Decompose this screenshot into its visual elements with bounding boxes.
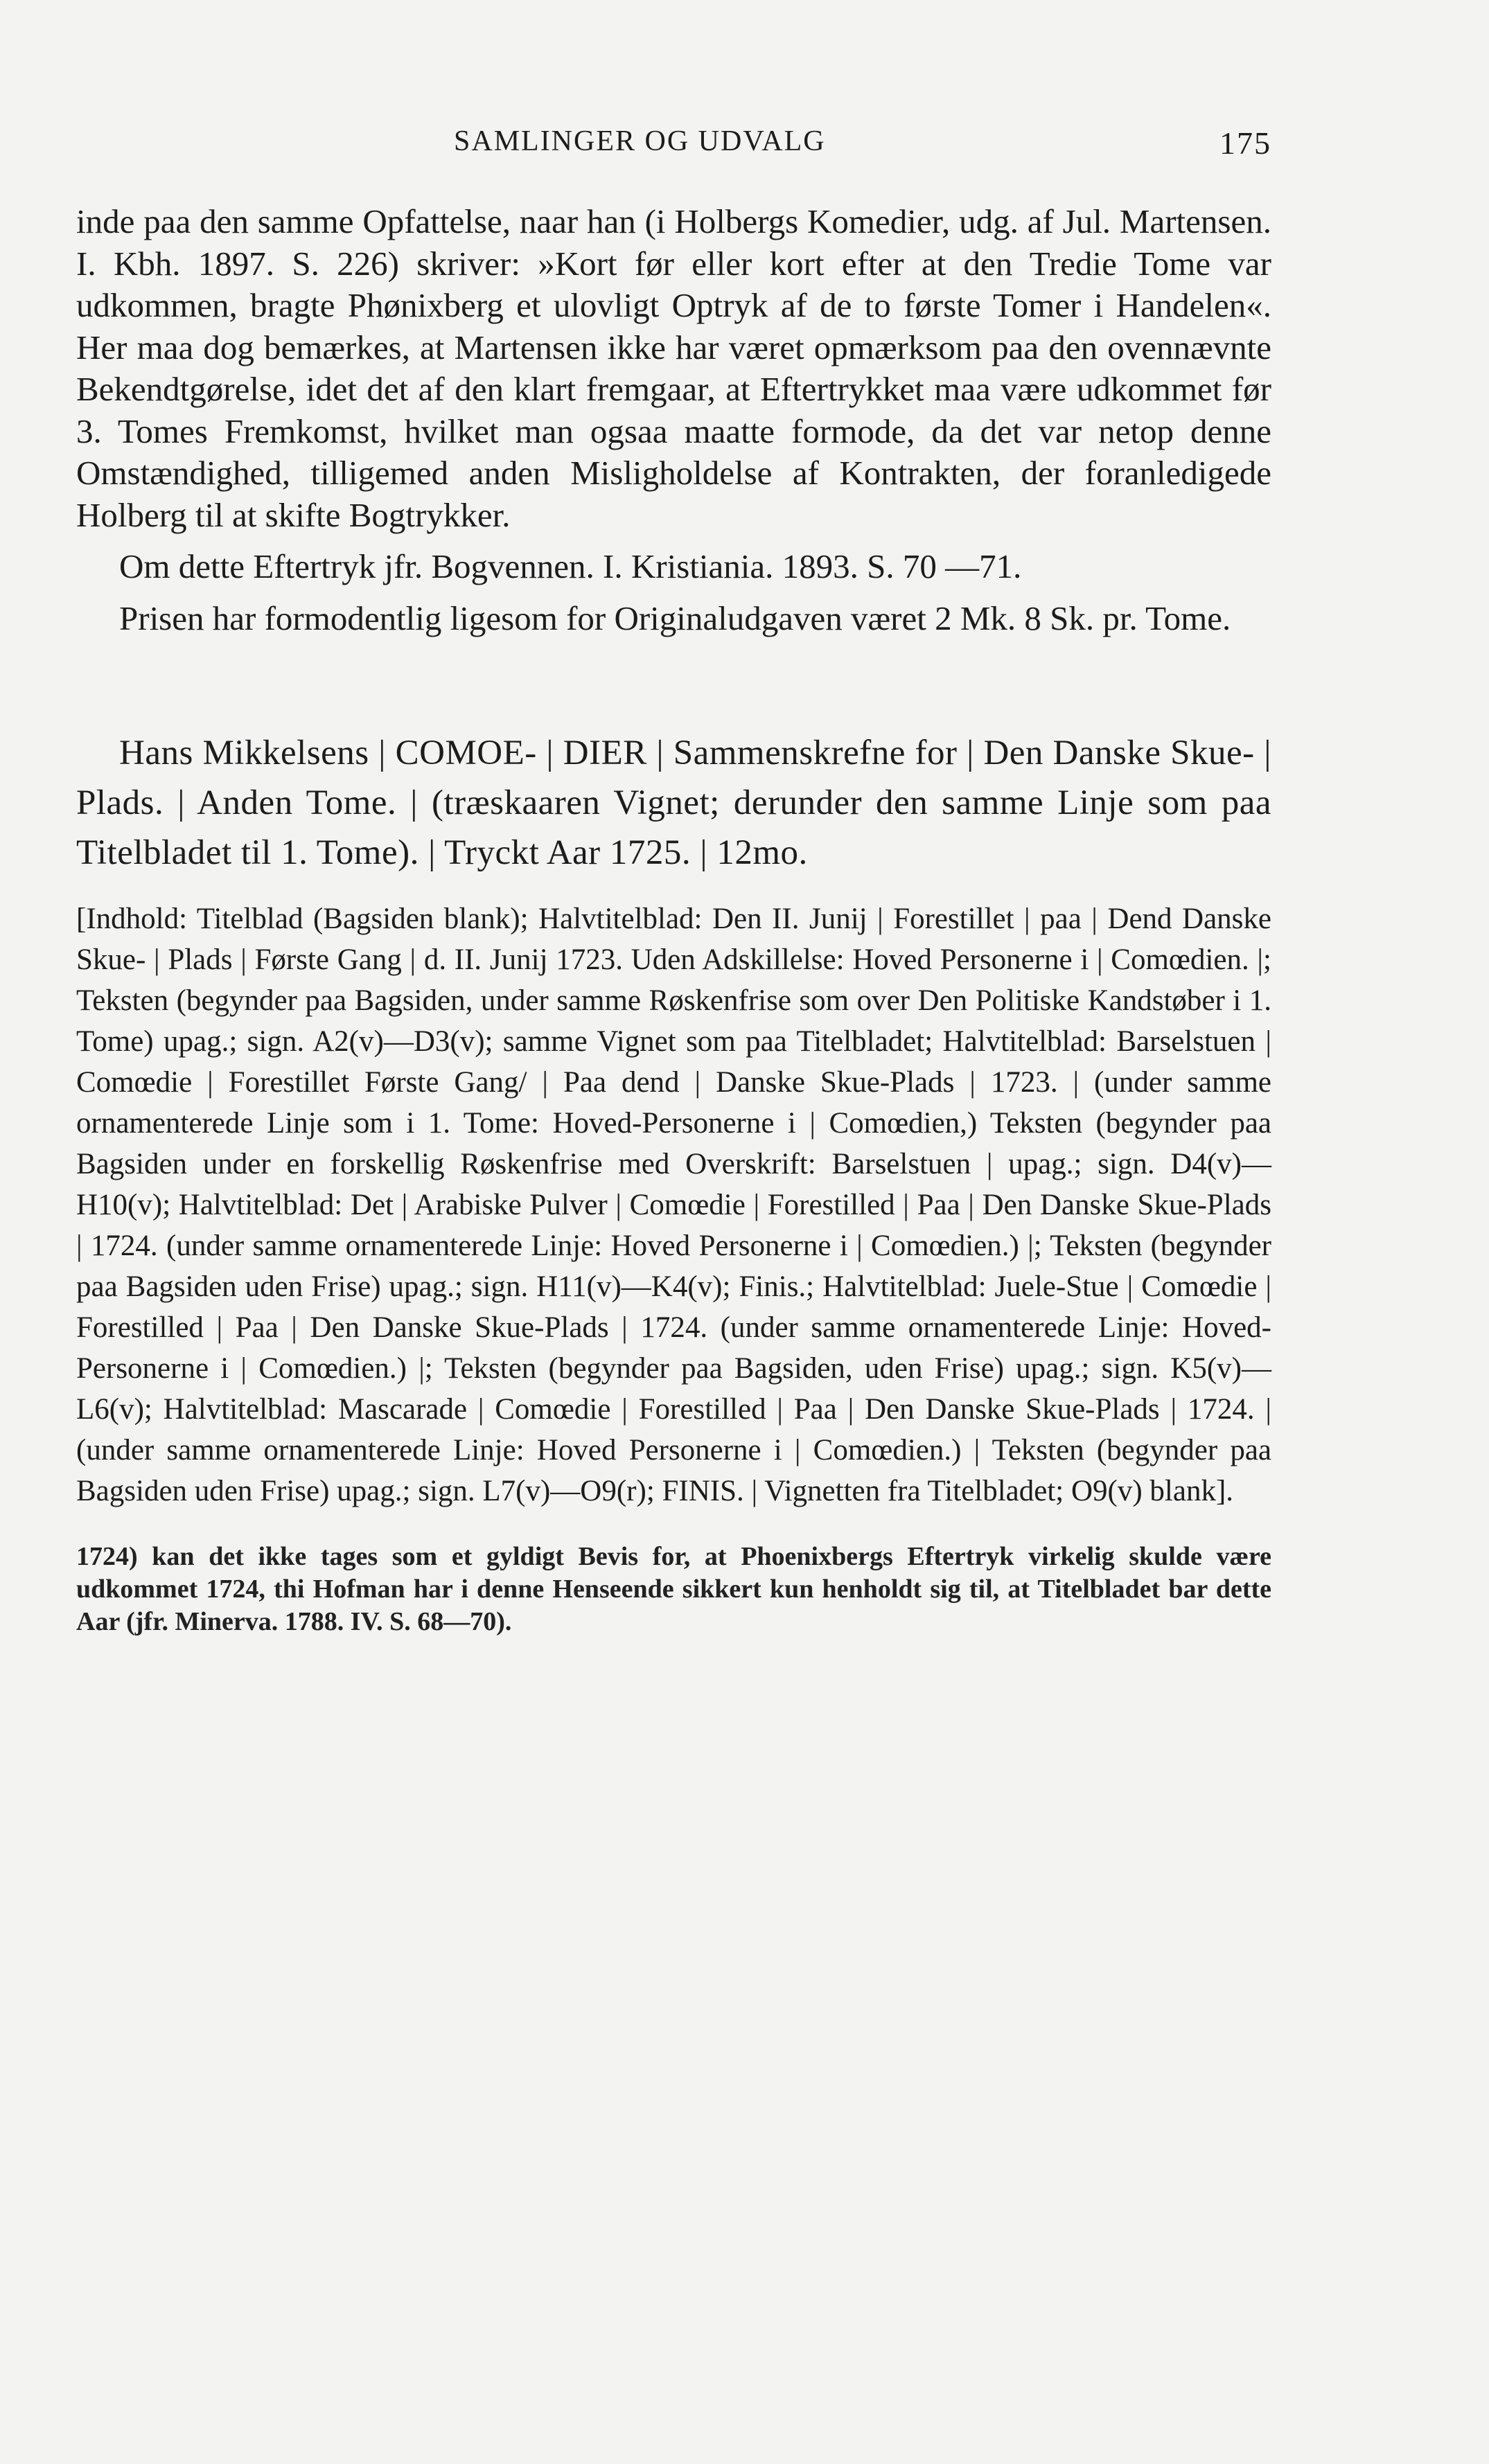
running-title: SAMLINGER OG UDVALG	[454, 125, 826, 157]
paragraph-3: Prisen har formodentlig ligesom for Originaludgaven været 2 Mk. 8 Sk. pr. Tome.	[119, 599, 1231, 637]
paragraph-2: Om dette Eftertryk jfr. Bogvennen. I. Kristiania. 1893. S. 70 —71.	[119, 547, 1022, 585]
footnote: 1724) kan det ikke tages som et gyldigt Bevis for, at Phoenixbergs Eftertryk virkelig skulde være udkommet 1724, thi Hofman har i denne Henseende sikkert kun henholdt sig til, at Titelbladet bar dette Aar (jfr. Minerva. 1788. IV. S. 68—70).	[76, 1542, 1271, 1636]
bibliographic-contents: [Indhold: Titelblad (Bagsiden blank); Halvtitelblad: Den II. Junij | Forestillet | paa | Dend Danske Skue- | Plads | Første Gang | d. II. Junij 1723. Uden Adskillelse: Hoved Personerne i | Comœdien. |; Teksten (begynder paa Bagsiden, under samme Røskenfrise som over Den Politiske Kandstøber i 1. Tome) upag.; sign. A2(v)—D3(v); samme Vignet som paa Titelbladet; Halvtitelblad: Barselstuen | Comœdie | Forestillet Første Gang/ | Paa dend | Danske Skue-Plads | 1723. | (under samme ornamenterede Linje som i 1. Tome: Hoved-Personerne i | Comœdien,) Teksten (begynder paa Bagsiden under en forskellig Røskenfrise med Overskrift: Barselstuen | upag.; sign. D4(v)—H10(v); Halvtitelblad: Det | Arabiske Pulver | Comœdie | Forestilled | Paa | Den Danske Skue-Plads | 1724. (under samme ornamenterede Linje: Hoved Personerne i | Comœdien.) |; Teksten (begynder paa Bagsiden uden Frise) upag.; sign. H11(v)—K4(v); Finis.; Halvtitelblad: Juele-Stue | Comœdie | Forestilled | Paa | Den Danske Skue-Plads | 1724. (under samme ornamenterede Linje: Hoved-Personerne i | Comœdien.) |; Teksten (begynder paa Bagsiden, uden Frise) upag.; sign. K5(v)—L6(v); Halvtitelblad: Mascarade | Comœdie | Forestilled | Paa | Den Danske Skue-Plads | 1724. | (under samme ornamenterede Linje: Hoved Personerne i | Comœdien.) | Teksten (begynder paa Bagsiden uden Frise) upag.; sign. L7(v)—O9(r); FINIS. | Vignetten fra Titelbladet; O9(v) blank].	[76, 903, 1271, 1507]
paragraph-1: inde paa den samme Opfattelse, naar han (i Holbergs Komedier, udg. af Jul. Martensen. I. Kbh. 1897. S. 226) skriver: »Kort før eller kort efter at den Tredie Tome var udkommen, bragte Phønixberg et ulovligt Optryk af de to første Tomer i Handelen«. Her maa dog bemærkes, at Martensen ikke har været opmærksom paa den ovennævnte Bekendtgørelse, idet det af den klart fremgaar, at Eftertrykket maa være udkommet før 3. Tomes Fremkomst, hvilket man ogsaa maatte formode, da det var netop denne Omstændighed, tilligemed anden Misligholdelse af Kontrakten, der foranledigede Holberg til at skifte Bogtrykker.	[76, 202, 1271, 534]
running-header	[76, 118, 1271, 166]
book-page	[76, 118, 1271, 1638]
body-text	[76, 201, 1271, 639]
page-number: 175	[1219, 125, 1271, 161]
bibliographic-entry-title: Hans Mikkelsens | COMOE- | DIER | Sammenskrefne for | Den Danske Skue- | Plads. | Anden Tome. | (træskaaren Vignet; derunder den samme Linje som paa Titelbladet til 1. Tome). | Tryckt Aar 1725. | 12mo.	[76, 734, 1271, 872]
